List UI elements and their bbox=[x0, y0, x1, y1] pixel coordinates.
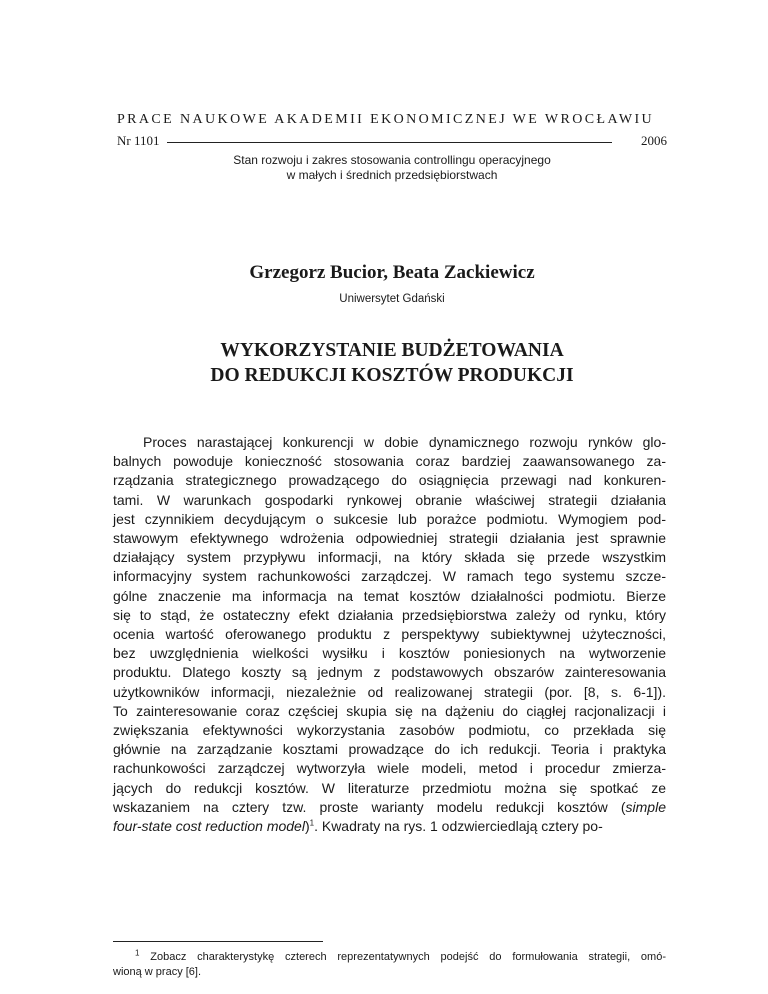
body-line: informacyjny system rachunkowości zarządczej. W ramach tego systemu szcze- bbox=[113, 568, 666, 585]
body-line: rządzania strategicznego prowadzącego do osiągnięcia przewagi nad konkuren- bbox=[113, 472, 666, 489]
footnote-marker: 1 bbox=[135, 948, 140, 958]
body-line: użytkowników informacji, niezależnie od realizowanej strategii (por. [8, s. 6-1]). bbox=[113, 683, 666, 700]
body-line: głównie na zarządzanie kosztami prowadzące do ich redukcji. Teoria i praktyka bbox=[113, 741, 666, 758]
volume-subtitle-line1: Stan rozwoju i zakres stosowania controllingu operacyjnego bbox=[233, 153, 551, 167]
footnote-rule bbox=[113, 941, 323, 942]
journal-title: PRACE NAUKOWE AKADEMII EKONOMICZNEJ WE WROCŁAWIU bbox=[117, 112, 655, 127]
body-line: gólne znaczenie ma informacja na temat kosztów działalności podmiotu. Bierze bbox=[113, 587, 666, 604]
body-line: tami. W warunkach gospodarki rynkowej obranie właściwej strategii działania bbox=[113, 491, 666, 508]
header-rule bbox=[167, 142, 612, 143]
body-line-with-italic bbox=[113, 798, 666, 817]
article-title-line1: WYKORZYSTANIE BUDŻETOWANIA bbox=[220, 340, 564, 361]
issue-number: Nr 1101 bbox=[117, 133, 160, 148]
volume-subtitle-line2: w małych i średnich przedsiębiorstwach bbox=[286, 168, 498, 182]
closing-paren: ) bbox=[304, 818, 310, 835]
body-line: jest czynnikiem decydującym o sukcesie lub porażce podmiotu. Wymogiem pod- bbox=[113, 510, 666, 527]
italic-term-part2: four-state cost reduction model bbox=[113, 818, 305, 835]
issue-row bbox=[117, 133, 667, 149]
body-line: zwiększania efektywności wykorzystania zasobów podmiotu, co przekłada się bbox=[113, 722, 666, 739]
footnote bbox=[113, 950, 666, 980]
affiliation: Uniwersytet Gdański bbox=[339, 293, 445, 305]
body-line: bez uwzględnienia wielkości wysiłku i kosztów poniesionych na wytworzenie bbox=[113, 645, 666, 662]
footnote-line2: wioną w pracy [6]. bbox=[113, 966, 202, 978]
body-line: się to stąd, że ostateczny efekt działania przedsiębiorstwa zależy od rynku, który bbox=[113, 606, 666, 623]
body-line: działający system przypływu informacji, na który składa się przede wszystkim bbox=[113, 549, 666, 566]
body-line-text: . Kwadraty na rys. 1 odzwierciedlają cztery po- bbox=[314, 818, 603, 835]
body-line-text: wskazaniem na cztery tzw. proste warianty modelu redukcji kosztów ( bbox=[113, 798, 626, 815]
body-line: produktu. Dlatego koszty są jednym z podstawowych obszarów zainteresowania bbox=[113, 664, 666, 681]
footnote-line1 bbox=[113, 950, 666, 965]
body-line: To zainteresowanie coraz częściej skupia się na dążeniu do ciągłej racjonalizacji i bbox=[113, 702, 666, 719]
body-line-with-footnote bbox=[113, 817, 666, 836]
italic-term-part1: simple bbox=[625, 798, 666, 815]
body-line: stawowym efektywnego wdrożenia odpowiedniej strategii działania jest sprawnie bbox=[113, 530, 666, 547]
body-text bbox=[113, 433, 666, 836]
article-title-line2: DO REDUKCJI KOSZTÓW PRODUKCJI bbox=[210, 365, 574, 386]
body-line: rachunkowości zarządczej wytworzyła wiele modeli, metod i procedur zmierza- bbox=[113, 760, 666, 777]
body-line: Proces narastającej konkurencji w dobie dynamicznego rozwoju rynków glo- bbox=[143, 434, 666, 450]
body-line: ocenia wartość oferowanego produktu z perspektywy subiektywnej użyteczności, bbox=[113, 626, 666, 643]
footnote-text: Zobacz charakterystykę czterech reprezentatywnych podejść do formułowania strategii, omó- bbox=[150, 951, 666, 963]
issue-year: 2006 bbox=[641, 133, 667, 148]
body-line: jących do redukcji kosztów. W literaturze przedmiotu można się spotkać ze bbox=[113, 779, 666, 796]
authors: Grzegorz Bucior, Beata Zackiewicz bbox=[249, 262, 535, 283]
body-line: balnych powoduje konieczność stosowania coraz bardziej zaawansowanego za- bbox=[113, 453, 666, 470]
footnote-reference[interactable]: 1 bbox=[309, 818, 315, 828]
